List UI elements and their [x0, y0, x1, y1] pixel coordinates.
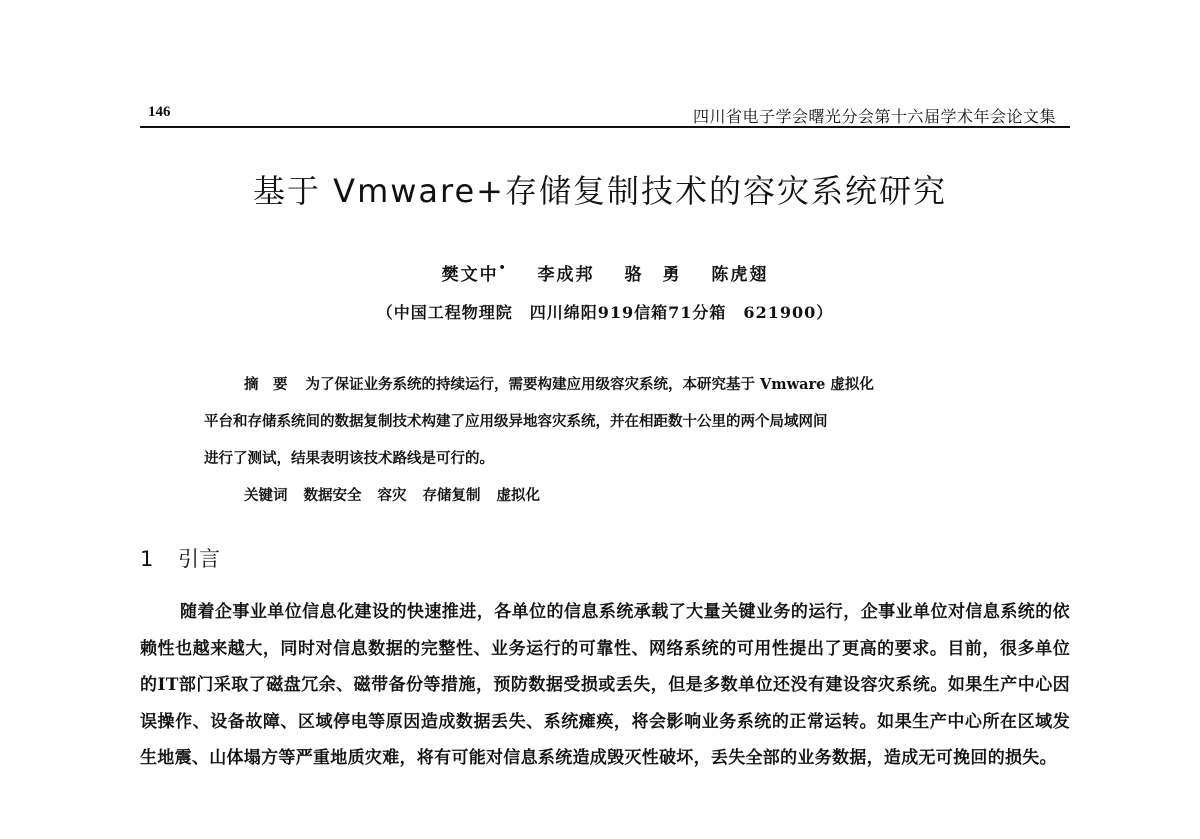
- section-title: 引言: [178, 547, 220, 571]
- abstract-line: 进行了测试，结果表明该技术路线是可行的。: [204, 450, 494, 467]
- keyword: 容灾: [377, 487, 407, 504]
- section-heading: [140, 543, 220, 573]
- page-number: 146: [148, 104, 171, 120]
- author-name: 陈虎翅: [711, 265, 769, 285]
- body-paragraph: 随着企事业单位信息化建设的快速推进，各单位的信息系统承载了大量关键业务的运行，企事业单位对信息系统的依赖性也越来越大，同时对信息数据的完整性、业务运行的可靠性、网络系统的可用性提出了更高的要求。目前，很多单位的IT部门采取了磁盘冗余、磁带备份等措施，预防数据受损或丢失，但是多数单位还没有建设容灾系统。如果生产中心因误操作、设备故障、区域停电等原因造成数据丢失、系统瘫痪，将会影响业务系统的正常运转。如果生产中心所在区域发生地震、山体塌方等严重地质灾难，将有可能对信息系统造成毁灭性破坏，丢失全部的业务数据，造成无可挽回的损失。: [140, 602, 1070, 768]
- keyword: 虚拟化: [496, 487, 540, 504]
- running-header: [140, 104, 1070, 128]
- abstract-line: 平台和存储系统间的数据复制技术构建了应用级异地容灾系统，并在相距数十公里的两个局域网间: [204, 413, 828, 430]
- header-rule: [140, 126, 1070, 128]
- author-name: 樊文中: [441, 265, 499, 285]
- author-name: 李成邦: [537, 265, 595, 285]
- abstract-text: 为了保证业务系统的持续运行，需要构建应用级容灾系统，本研究基于 Vmware 虚拟化: [305, 376, 874, 393]
- keywords-label: 关键词: [244, 487, 288, 504]
- keyword: 存储复制: [422, 487, 481, 504]
- keyword: 数据安全: [303, 487, 362, 504]
- paper-title: 基于 Vmware+存储复制技术的容灾系统研究: [253, 172, 947, 210]
- section-number: 1: [140, 547, 154, 571]
- abstract: [204, 366, 1004, 514]
- corresponding-author-marker: •: [498, 261, 508, 275]
- abstract-line: [204, 366, 1004, 403]
- author-list: [0, 260, 1200, 285]
- keywords-line: [204, 477, 1004, 514]
- author-name: 骆 勇: [624, 265, 682, 285]
- abstract-label: 摘 要: [244, 376, 288, 393]
- journal-name: 四川省电子学会曙光分会第十六届学术年会论文集: [692, 107, 1056, 126]
- affiliation: （中国工程物理院 四川绵阳919信箱71分箱 621900）: [376, 303, 834, 322]
